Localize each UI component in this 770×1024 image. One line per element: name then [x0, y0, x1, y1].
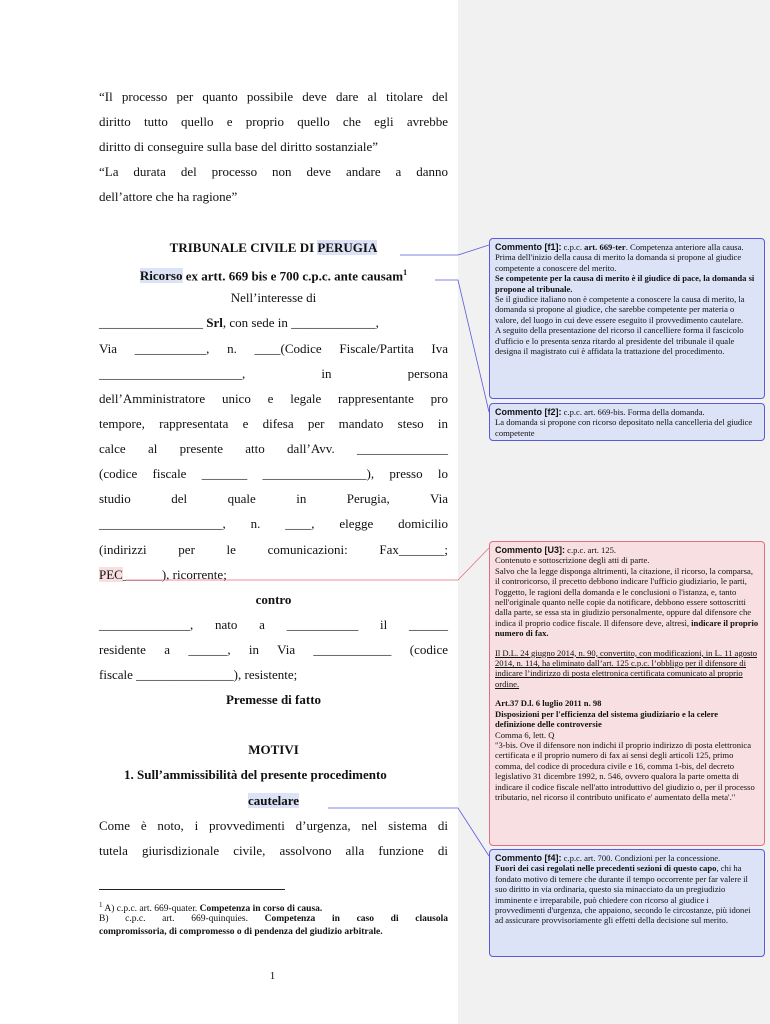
- comment-paragraph: Comma 6, lett. Q: [495, 729, 555, 740]
- ricorso-heading: [99, 265, 448, 284]
- comment-text: c.p.c.: [561, 242, 585, 252]
- ricorso-heading-text: ex artt. 669 bis e 700 c.p.c. ante causam: [182, 268, 404, 284]
- comment-text: c.p.c. art. 125.: [565, 545, 617, 555]
- motivi-heading: MOTIVI: [248, 742, 299, 757]
- court-heading: [99, 240, 448, 256]
- comment-text: c.p.c. art. 700. Condizioni per la concessione.: [561, 853, 721, 863]
- body-text: , con sede in _____________,: [222, 315, 379, 330]
- comment-tag: Commento [f4]:: [495, 853, 562, 863]
- comment-paragraph: Contenuto e sottoscrizione degli atti di parte.: [495, 555, 650, 566]
- comment-f2[interactable]: [489, 403, 765, 441]
- body-line: ______________________, in persona: [99, 366, 448, 381]
- comment-spacer: [495, 689, 759, 698]
- contro-heading: contro: [255, 592, 292, 607]
- body-text: ______), ricorrente;: [122, 567, 227, 582]
- comment-paragraph: [495, 863, 759, 925]
- footnote-bold: Competenza in caso di clausola: [264, 914, 449, 924]
- comment-tag: Commento [f1]:: [495, 242, 562, 252]
- cautelare-highlight[interactable]: cautelare: [247, 793, 300, 808]
- comment-text: , chi ha fondato motivo di temere che durante il tempo occorrente per far valere il suo diritto in via ordinaria, questo sia minacciato da un pregiudizio imminente e irreparabile, può chiedere con ricorso al giudice i provvedimenti d'urgenza, che appaiono, secondo le circostanze, più idonei ad assicurare provvisoriamente gli effetti della decisione sul merito.: [495, 863, 751, 926]
- ricorso-highlight[interactable]: Ricorso: [139, 268, 183, 284]
- comment-spacer: [495, 639, 759, 648]
- body-line: fiscale _______________), resistente;: [99, 667, 298, 682]
- section-1-title: 1. Sull’ammissibilità del presente procedimento: [124, 767, 387, 782]
- body-line: residente a ______, in Via ____________ (codice: [99, 642, 448, 657]
- body-line: Come è noto, i provvedimenti d’urgenza, nel sistema di: [99, 818, 448, 833]
- comment-u3[interactable]: [489, 541, 765, 846]
- comment-bold: Fuori dei casi regolati nelle precedenti sezioni di questo capo: [495, 863, 717, 874]
- body-line: tutela giurisdizionale civile, assolvono alla funzione di: [99, 843, 448, 858]
- footnote-bold: Competenza in corso di causa.: [199, 904, 323, 915]
- comment-paragraph: Art.37 D.l. 6 luglio 2011 n. 98: [495, 698, 602, 709]
- footnote-mark: 1: [99, 901, 103, 909]
- pec-highlight[interactable]: PEC: [99, 567, 123, 582]
- footnote-b: [99, 913, 448, 925]
- body-line: Via ___________, n. ____(Codice Fiscale/Partita Iva: [99, 341, 448, 356]
- footnote-separator: [99, 889, 285, 890]
- footnote-ref[interactable]: 1: [403, 268, 408, 277]
- comment-paragraph: Disposizioni per l'efficienza del sistema giudiziario e la celere definizione delle controversie: [495, 708, 719, 730]
- body-line: tempore, rappresentata e difesa per mandato steso in: [99, 416, 448, 431]
- footnote-text: A) c.p.c. art. 669-quater.: [102, 904, 200, 915]
- company-type: Srl: [206, 315, 223, 330]
- comment-bold: indicare il proprio numero di fax.: [495, 617, 759, 639]
- comment-paragraph: Se il giudice italiano non è competente a conoscere la causa di merito, la domanda si propone al giudice, che sarebbe competente per materia o valore, del luogo in cui deve essere eseguito il provvedimento cautelare.: [495, 294, 745, 325]
- comment-text: Salvo che la legge disponga altrimenti, la citazione, il ricorso, la comparsa, il controricorso, il precetto debbono indicare l'ufficio giudiziario, le parti, l'oggetto, le ragioni della domanda e le conclusioni o l'istanza, e, tanto nell'originale quanto nelle copie da notificare, debbono essere sottoscritti dalla parte, se essa sta in giudizio personalmente, oppure dal difensore che indica il proprio codice fiscale. Il difensore deve, altresì,: [495, 565, 753, 628]
- comment-paragraph: "3-bis. Ove il difensore non indichi il proprio indirizzo di posta elettronica certificata e il proprio numero di fax ai sensi degli articoli 125, primo comma, del codice di procedura civile e 16, comma 1-bis, del decreto legislativo 31 dicembre 1992, n. 546, ovvero qualora la parte ometta di indicare il codice fiscale nell'atto introduttivo del giudizio o, per il processo tributario, nel ricorso il contributo unificato e' aumentato della meta'.": [495, 739, 755, 802]
- comment-f4[interactable]: [489, 849, 765, 957]
- body-line: [99, 315, 448, 331]
- footnote-b-cont: compromissoria, di compromesso o di pendenza del giudizio arbitrale.: [99, 927, 383, 937]
- body-line: studio del quale in Perugia, Via: [99, 491, 448, 506]
- quote-line: diritto di conseguire sulla base del diritto sostanziale”: [99, 139, 379, 154]
- comment-bold: art. 669-ter: [584, 242, 626, 252]
- premesse-heading: Premesse di fatto: [225, 692, 322, 707]
- page-number: 1: [269, 970, 276, 982]
- body-line: (codice fiscale _______ ________________), presso lo: [99, 466, 448, 481]
- comment-paragraph: [495, 566, 759, 639]
- quote-line: “La durata del processo non deve andare a danno: [99, 164, 448, 179]
- comment-f1[interactable]: [489, 238, 765, 399]
- comment-paragraph: Il D.L. 24 giugno 2014, n. 90, convertito, con modificazioni, in L. 11 agosto 2014, n. 114, ha eliminato dall’art. 125 c.p.c. l’obbligo per il difensore di indicare l’indirizzo di posta elettronica certificata comunicato al proprio ordine.: [495, 647, 757, 689]
- comment-paragraph: Prima dell'inizio della causa di merito la domanda si propone al giudice competente a conoscere del merito.: [495, 252, 742, 273]
- body-line: dell’Amministratore unico e legale rappresentante pro: [99, 391, 448, 406]
- comment-text: c.p.c. art. 669-bis. Forma della domanda.: [561, 407, 705, 417]
- body-line: ___________________, n. ____, elegge domicilio: [99, 516, 448, 531]
- body-line: ______________, nato a ___________ il ______: [99, 617, 448, 632]
- comment-paragraph: La domanda si propone con ricorso depositato nella cancelleria del giudice competente: [495, 417, 753, 438]
- comment-tag: Commento [f2]:: [495, 407, 562, 417]
- blank-field: ________________: [99, 315, 207, 330]
- comment-paragraph: Se competente per la causa di merito è il giudice di pace, la domanda si propone al tribunale.: [495, 273, 755, 294]
- body-line: Nell’interesse di: [230, 290, 317, 305]
- comment-paragraph: A seguito della presentazione del ricorso il cancelliere forma il fascicolo d'ufficio e lo presenta senza ritardo al presidente del tribunale il quale designa il magistrato cui è affidata la trattazione del procedimento.: [495, 325, 744, 357]
- body-line: calce al presente atto dall’Avv. ______________: [99, 441, 448, 456]
- court-city-highlight[interactable]: PERUGIA: [317, 240, 378, 255]
- footnote-text: B) c.p.c. art. 669-quinquies.: [99, 914, 265, 924]
- body-line: [99, 567, 448, 583]
- comment-tag: Commento [U3]:: [495, 545, 565, 555]
- quote-line: diritto tutto quello e proprio quello che egli avrebbe: [99, 114, 448, 129]
- quote-line: “Il processo per quanto possibile deve dare al titolare del: [99, 89, 448, 104]
- section-1-title-cont: [99, 793, 448, 809]
- court-heading-text: TRIBUNALE CIVILE DI: [169, 240, 318, 255]
- quote-line: dell’attore che ha ragione”: [99, 189, 238, 204]
- comment-text: . Competenza anteriore alla causa.: [625, 242, 744, 252]
- body-line: (indirizzi per le comunicazioni: Fax_______;: [99, 542, 448, 557]
